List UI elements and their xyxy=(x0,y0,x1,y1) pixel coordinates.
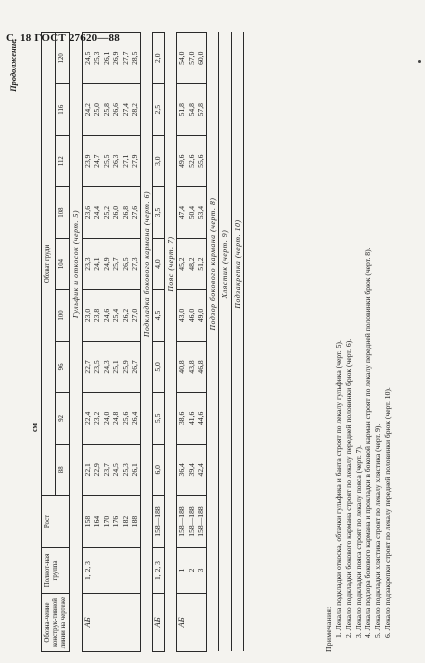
height-value: 176 xyxy=(111,515,121,528)
chest-size-header: 120 xyxy=(56,33,70,85)
height-cell xyxy=(153,496,165,548)
section-title: Подзор бокового кармана (черт. 8) xyxy=(206,33,218,496)
trailing-section-row xyxy=(231,33,243,652)
value: 3,5 xyxy=(153,207,163,218)
value: 27,7 xyxy=(120,51,130,65)
note-item: 4. Лекала подзора бокового кармана и прокладки в боковой карман строят по лекалу передней половинки брюк (черт. 8). xyxy=(363,247,373,638)
note-item: 1. Лекала подкладки откоска, обтачки гульфика и банта строят по лекалу гульфика (черт. 5). xyxy=(333,340,343,638)
value: 23,0 xyxy=(82,308,92,323)
value: 24,5 xyxy=(111,463,121,477)
value: 2,0 xyxy=(153,53,163,63)
value-cell xyxy=(177,444,206,495)
section-title: Гульфик и откосок (черт. 5) xyxy=(70,33,82,496)
section-title-spacer xyxy=(70,496,82,652)
col-header-group: Полнот-ная группа xyxy=(42,548,70,594)
section-title: Хлястик (черт. 9) xyxy=(219,33,231,496)
table-row xyxy=(82,33,140,652)
value: 6,0 xyxy=(153,465,163,475)
value-cell xyxy=(82,135,140,186)
value: 40,8 xyxy=(177,360,187,374)
value: 25,5 xyxy=(101,154,111,168)
value-cell xyxy=(153,341,165,392)
value: 23,2 xyxy=(92,411,102,425)
section-title-spacer xyxy=(206,496,218,652)
col-header-chest: Обхват груди xyxy=(42,33,56,496)
value: 23,7 xyxy=(101,463,111,477)
height-value: 158—188 xyxy=(186,506,196,537)
group-value: 3 xyxy=(196,568,206,573)
value: 41,6 xyxy=(186,411,196,425)
value-cell xyxy=(82,393,140,444)
value: 54,8 xyxy=(186,103,196,117)
value: 24,8 xyxy=(111,411,121,425)
col-header-designation: Обозна-чение конструк-тивной линии на чертеже xyxy=(42,594,70,652)
section-title-spacer xyxy=(231,496,243,652)
value: 55,6 xyxy=(196,154,206,168)
value: 43,8 xyxy=(186,360,196,374)
value: 52,6 xyxy=(186,154,196,168)
height-value: 158—188 xyxy=(153,506,163,537)
designation-cell: АБ xyxy=(82,594,140,652)
value: 22,9 xyxy=(92,463,102,477)
value: 27,0 xyxy=(130,308,140,323)
value-cell xyxy=(177,187,206,238)
notes-title: Примечания: xyxy=(324,606,333,652)
value: 25,9 xyxy=(120,360,130,374)
chest-size-header: 108 xyxy=(56,187,70,238)
trailing-section-row xyxy=(206,33,218,652)
value-cell xyxy=(82,187,140,238)
value: 57,8 xyxy=(196,103,206,117)
value: 25,8 xyxy=(101,103,111,117)
value-cell xyxy=(177,393,206,444)
value: 36,4 xyxy=(177,463,187,477)
height-value: 158—188 xyxy=(196,506,206,537)
group-value: 1, 2, 3 xyxy=(153,561,163,580)
value-cell xyxy=(177,33,206,85)
height-cell xyxy=(82,496,140,548)
value: 2,5 xyxy=(153,104,163,115)
value-cell xyxy=(153,238,165,289)
value: 50,4 xyxy=(186,205,196,220)
value: 39,4 xyxy=(186,463,196,477)
value: 44,6 xyxy=(196,411,206,425)
height-value: 188 xyxy=(130,515,140,528)
value: 26,9 xyxy=(111,51,121,65)
value: 24,2 xyxy=(82,103,92,117)
value-cell xyxy=(177,135,206,186)
value: 26,3 xyxy=(111,154,121,168)
chest-size-header: 88 xyxy=(56,444,70,495)
section-title-spacer xyxy=(140,496,152,652)
value-cell xyxy=(153,393,165,444)
designation-cell: АБ xyxy=(177,594,206,652)
height-value: 158—188 xyxy=(177,506,187,537)
value: 25,6 xyxy=(120,411,130,425)
value-cell xyxy=(153,187,165,238)
section-title-row xyxy=(164,33,176,652)
unit-label: см xyxy=(30,423,39,432)
value: 38,6 xyxy=(177,411,187,425)
value: 27,1 xyxy=(120,154,130,168)
chest-size-header: 104 xyxy=(56,238,70,289)
value-cell xyxy=(153,290,165,341)
note-item: 2. Лекало подкладки бокового кармана строят по лекалу передней половинки брюк (черт. 6). xyxy=(343,338,353,638)
rotated-page-content xyxy=(8,32,413,652)
value: 54,0 xyxy=(177,51,187,65)
note-item: 3. Лекало подкладки пояса строят по лекалу пояса (черт. 7). xyxy=(353,445,363,638)
value: 25,3 xyxy=(92,51,102,65)
value: 24,3 xyxy=(101,360,111,374)
value-cell xyxy=(82,84,140,135)
notes-list xyxy=(334,32,393,652)
value-cell xyxy=(177,84,206,135)
value: 4,5 xyxy=(153,310,163,321)
value-cell xyxy=(153,33,165,85)
value-cell xyxy=(82,444,140,495)
value: 23,5 xyxy=(92,360,102,374)
group-cell xyxy=(82,548,140,594)
value-cell xyxy=(82,341,140,392)
value: 24,5 xyxy=(82,51,92,65)
value-cell xyxy=(177,290,206,341)
group-value: 2 xyxy=(186,568,196,573)
value: 53,4 xyxy=(196,205,206,220)
chest-size-header: 92 xyxy=(56,393,70,444)
value: 45,2 xyxy=(177,257,187,271)
scan-dot xyxy=(418,60,421,63)
value: 25,2 xyxy=(101,205,111,220)
value: 51,2 xyxy=(196,257,206,271)
value: 46,8 xyxy=(196,360,206,374)
page-header: С. 18 ГОСТ 27620—88 xyxy=(6,32,120,44)
trailing-section-row xyxy=(219,33,231,652)
value: 22,7 xyxy=(82,360,92,374)
value: 25,4 xyxy=(111,308,121,323)
section-title-spacer xyxy=(164,496,176,652)
value: 49,6 xyxy=(177,154,187,168)
table-row xyxy=(177,33,206,652)
value: 26,1 xyxy=(130,463,140,477)
value-cell xyxy=(82,290,140,341)
height-cell xyxy=(177,496,206,548)
value: 49,0 xyxy=(196,308,206,323)
value: 22,4 xyxy=(82,411,92,425)
section-title: Пояс (черт. 7) xyxy=(164,33,176,496)
chest-size-header: 100 xyxy=(56,290,70,341)
value: 24,6 xyxy=(101,308,111,323)
value: 26,5 xyxy=(120,257,130,271)
value-cell xyxy=(153,444,165,495)
group-value: 1, 2, 3 xyxy=(82,561,92,580)
value: 24,9 xyxy=(101,257,111,271)
value-cell xyxy=(153,135,165,186)
value-cell xyxy=(177,341,206,392)
value: 28,2 xyxy=(130,103,140,117)
value: 24,7 xyxy=(92,154,102,168)
chest-size-header: 96 xyxy=(56,341,70,392)
value: 5,5 xyxy=(153,413,163,424)
section-title-spacer xyxy=(219,496,231,652)
value: 57,0 xyxy=(186,51,196,65)
value: 23,9 xyxy=(82,154,92,168)
col-header-height: Рост xyxy=(42,496,70,548)
value: 23,8 xyxy=(92,308,102,323)
table-row xyxy=(153,33,165,652)
height-value: 170 xyxy=(101,515,111,528)
value: 5,0 xyxy=(153,362,163,372)
group-cell xyxy=(177,548,206,594)
value: 23,3 xyxy=(82,257,92,271)
continued-label: Продолжение xyxy=(9,40,18,92)
designation-cell: АБ xyxy=(153,594,165,652)
section-title: Подкладка бокового кармана (черт. 6) xyxy=(140,33,152,496)
value-cell xyxy=(82,238,140,289)
value: 46,0 xyxy=(186,308,196,323)
value: 26,2 xyxy=(120,308,130,323)
value: 27,3 xyxy=(130,257,140,271)
value: 3,0 xyxy=(153,156,163,166)
group-value: 1 xyxy=(177,568,187,573)
value-cell xyxy=(177,238,206,289)
chest-size-header: 116 xyxy=(56,84,70,135)
value: 23,6 xyxy=(82,205,92,220)
table-body xyxy=(70,33,244,652)
value: 25,0 xyxy=(92,103,102,117)
value: 22,1 xyxy=(82,463,92,477)
value: 26,7 xyxy=(130,360,140,374)
value: 51,8 xyxy=(177,103,187,117)
value: 25,7 xyxy=(111,257,121,271)
value: 26,4 xyxy=(130,411,140,425)
value: 25,1 xyxy=(111,360,121,374)
value: 26,8 xyxy=(120,205,130,220)
value: 24,4 xyxy=(92,205,102,220)
height-value: 158 xyxy=(82,515,92,528)
value: 27,9 xyxy=(130,154,140,168)
section-title-row xyxy=(70,33,82,652)
value: 42,4 xyxy=(196,463,206,477)
value: 27,6 xyxy=(130,205,140,220)
notes-block xyxy=(324,32,393,652)
note-item: 5. Лекало подкладки хлястика строят по лекалу хлястика (черт. 9). xyxy=(373,423,383,638)
value: 24,0 xyxy=(101,411,111,425)
value: 47,4 xyxy=(177,205,187,220)
value-cell xyxy=(82,33,140,85)
section-title: Подзакрепка (черт. 10) xyxy=(231,33,243,496)
value: 4,0 xyxy=(153,259,163,269)
height-value: 164 xyxy=(92,515,102,528)
value: 26,6 xyxy=(111,103,121,117)
value: 25,3 xyxy=(120,463,130,477)
group-cell xyxy=(153,548,165,594)
note-item: 6. Лекало подзакрепки строят по лекалу передней половинки брюк (черт. 10). xyxy=(383,387,393,638)
value: 26,1 xyxy=(101,51,111,65)
value: 28,5 xyxy=(130,51,140,65)
value: 43,0 xyxy=(177,308,187,323)
pattern-table xyxy=(41,32,244,652)
value: 60,0 xyxy=(196,51,206,65)
value: 48,2 xyxy=(186,257,196,271)
value-cell xyxy=(153,84,165,135)
value: 24,1 xyxy=(92,257,102,271)
chest-size-header: 112 xyxy=(56,135,70,186)
value: 26,0 xyxy=(111,205,121,220)
height-value: 182 xyxy=(120,515,130,528)
value: 27,4 xyxy=(120,103,130,117)
section-title-row xyxy=(140,33,152,652)
